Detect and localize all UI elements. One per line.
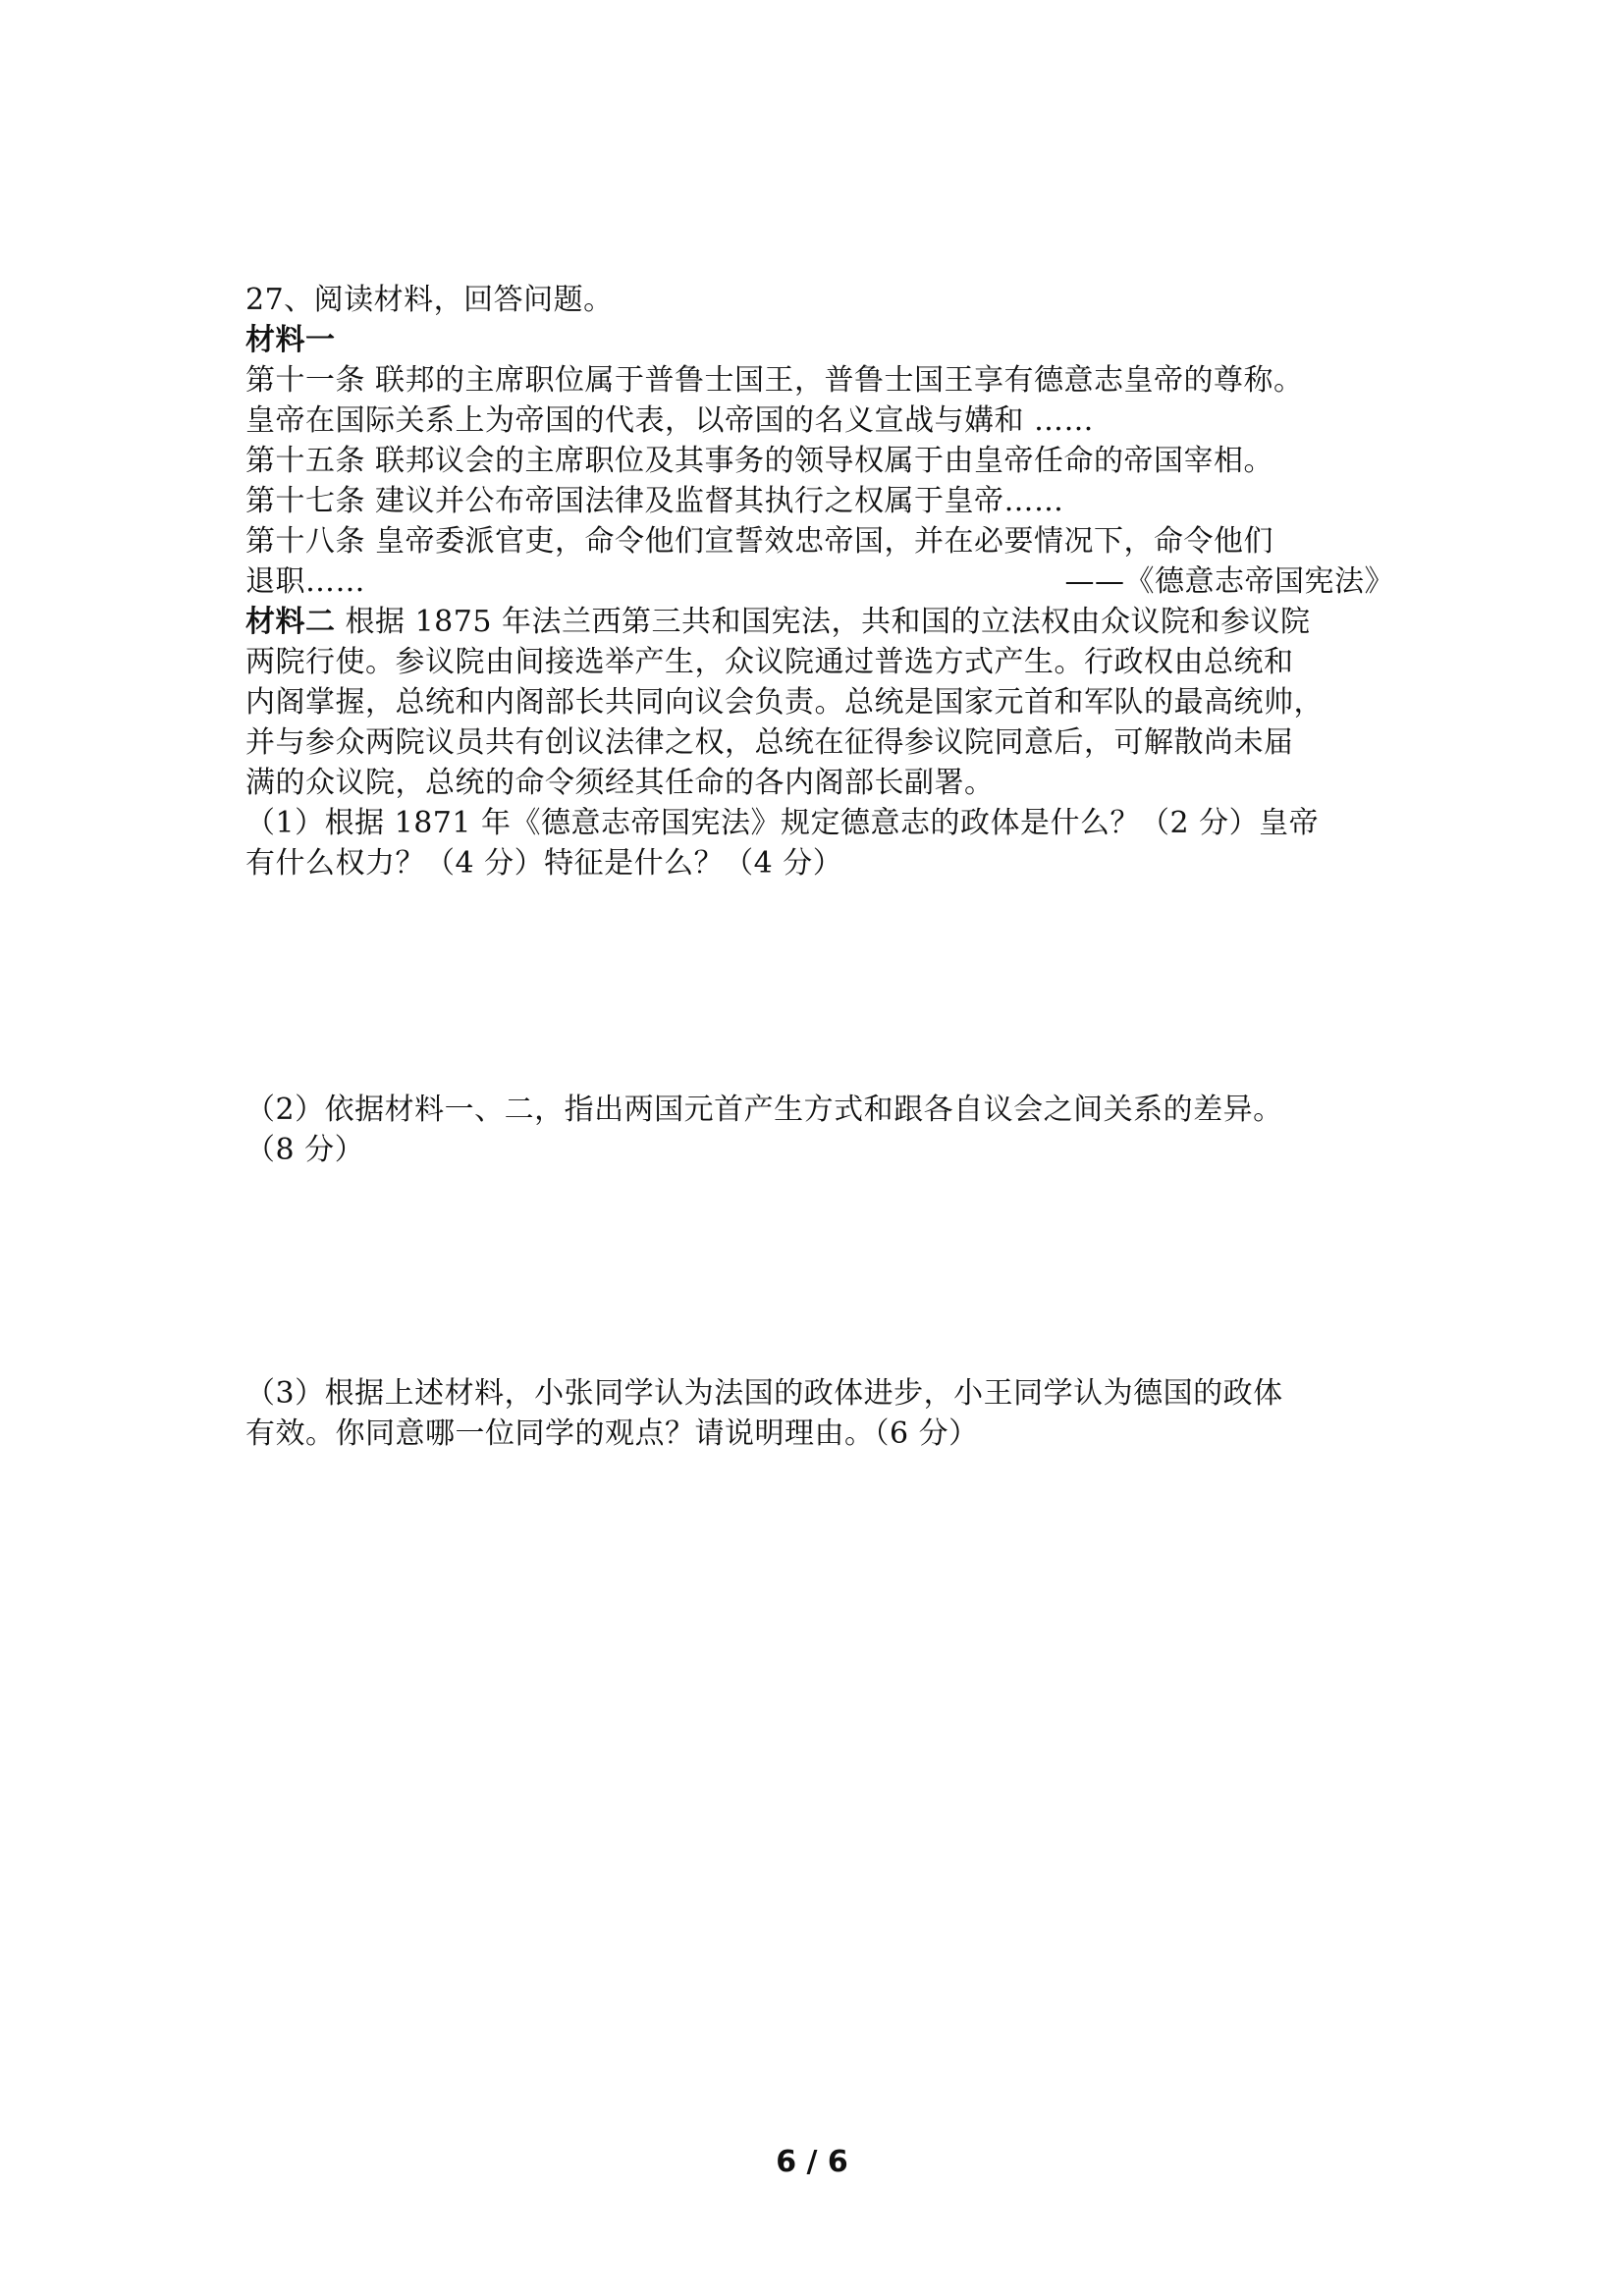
sub-question-2 [245, 1090, 1394, 1170]
material-2-line: 内阁掌握，总统和内阁部长共同向议会负责。总统是国家元首和军队的最高统帅， [245, 685, 1324, 720]
material-1-line: 第十五条 联邦议会的主席职位及其事务的领导权属于由皇帝任命的帝国宰相。 [245, 444, 1274, 478]
question-block [245, 280, 1394, 1454]
material-1-line: 第十八条 皇帝委派官吏，命令他们宣誓效忠帝国，并在必要情况下，命令他们 [245, 524, 1274, 559]
material-1-label: 材料一 [245, 323, 336, 357]
sub-question-3-line: （3）根据上述材料，小张同学认为法国的政体进步，小王同学认为德国的政体 [245, 1376, 1283, 1411]
material-2-line: 并与参众两院议员共有创议法律之权，总统在征得参议院同意后，可解散尚未届 [245, 725, 1294, 760]
material-1-line: 第十七条 建议并公布帝国法律及监督其执行之权属于皇帝…… [245, 484, 1064, 518]
question-heading: 27、阅读材料，回答问题。 [245, 283, 614, 317]
material-1-line: 皇帝在国际关系上为帝国的代表，以帝国的名义宣战与媾和 …… [245, 403, 1095, 438]
answer-space-1 [245, 883, 1394, 1090]
sub-question-1-line: （1）根据 1871 年《德意志帝国宪法》规定德意志的政体是什么？（2 分）皇帝 [245, 806, 1320, 840]
material-1-last-line: 退职…… [245, 564, 365, 599]
sub-question-2-line: （2）依据材料一、二，指出两国元首产生方式和跟各自议会之间关系的差异。 [245, 1093, 1283, 1127]
material-1-last-line-row [245, 561, 1394, 602]
material-2-line: 两院行使。参议院由间接选举产生，众议院通过普选方式产生。行政权由总统和 [245, 645, 1294, 679]
material-2-body [245, 602, 1394, 803]
sub-question-1-line: 有什么权力？（4 分）特征是什么？（4 分） [245, 846, 843, 881]
material-1-body [245, 360, 1394, 602]
page-number: 6 / 6 [776, 2145, 848, 2179]
material-2-label: 材料二 [245, 605, 336, 639]
sub-question-1 [245, 803, 1394, 883]
material-1-source: ——《德意志帝国宪法》 [1064, 564, 1394, 599]
sub-question-3-line: 有效。你同意哪一位同学的观点？请说明理由。（6 分） [245, 1416, 979, 1451]
material-2-line: 满的众议院，总统的命令须经其任命的各内阁部长副署。 [245, 766, 995, 800]
sub-question-3 [245, 1373, 1394, 1454]
material-1-line: 第十一条 联邦的主席职位属于普鲁士国王，普鲁士国王享有德意志皇帝的尊称。 [245, 363, 1304, 398]
sub-question-2-line: （8 分） [245, 1133, 365, 1167]
material-2-first-line [245, 602, 1394, 642]
material-2-first-text: 根据 1875 年法兰西第三共和国宪法，共和国的立法权由众议院和参议院 [335, 605, 1311, 639]
answer-space-2 [245, 1170, 1394, 1373]
